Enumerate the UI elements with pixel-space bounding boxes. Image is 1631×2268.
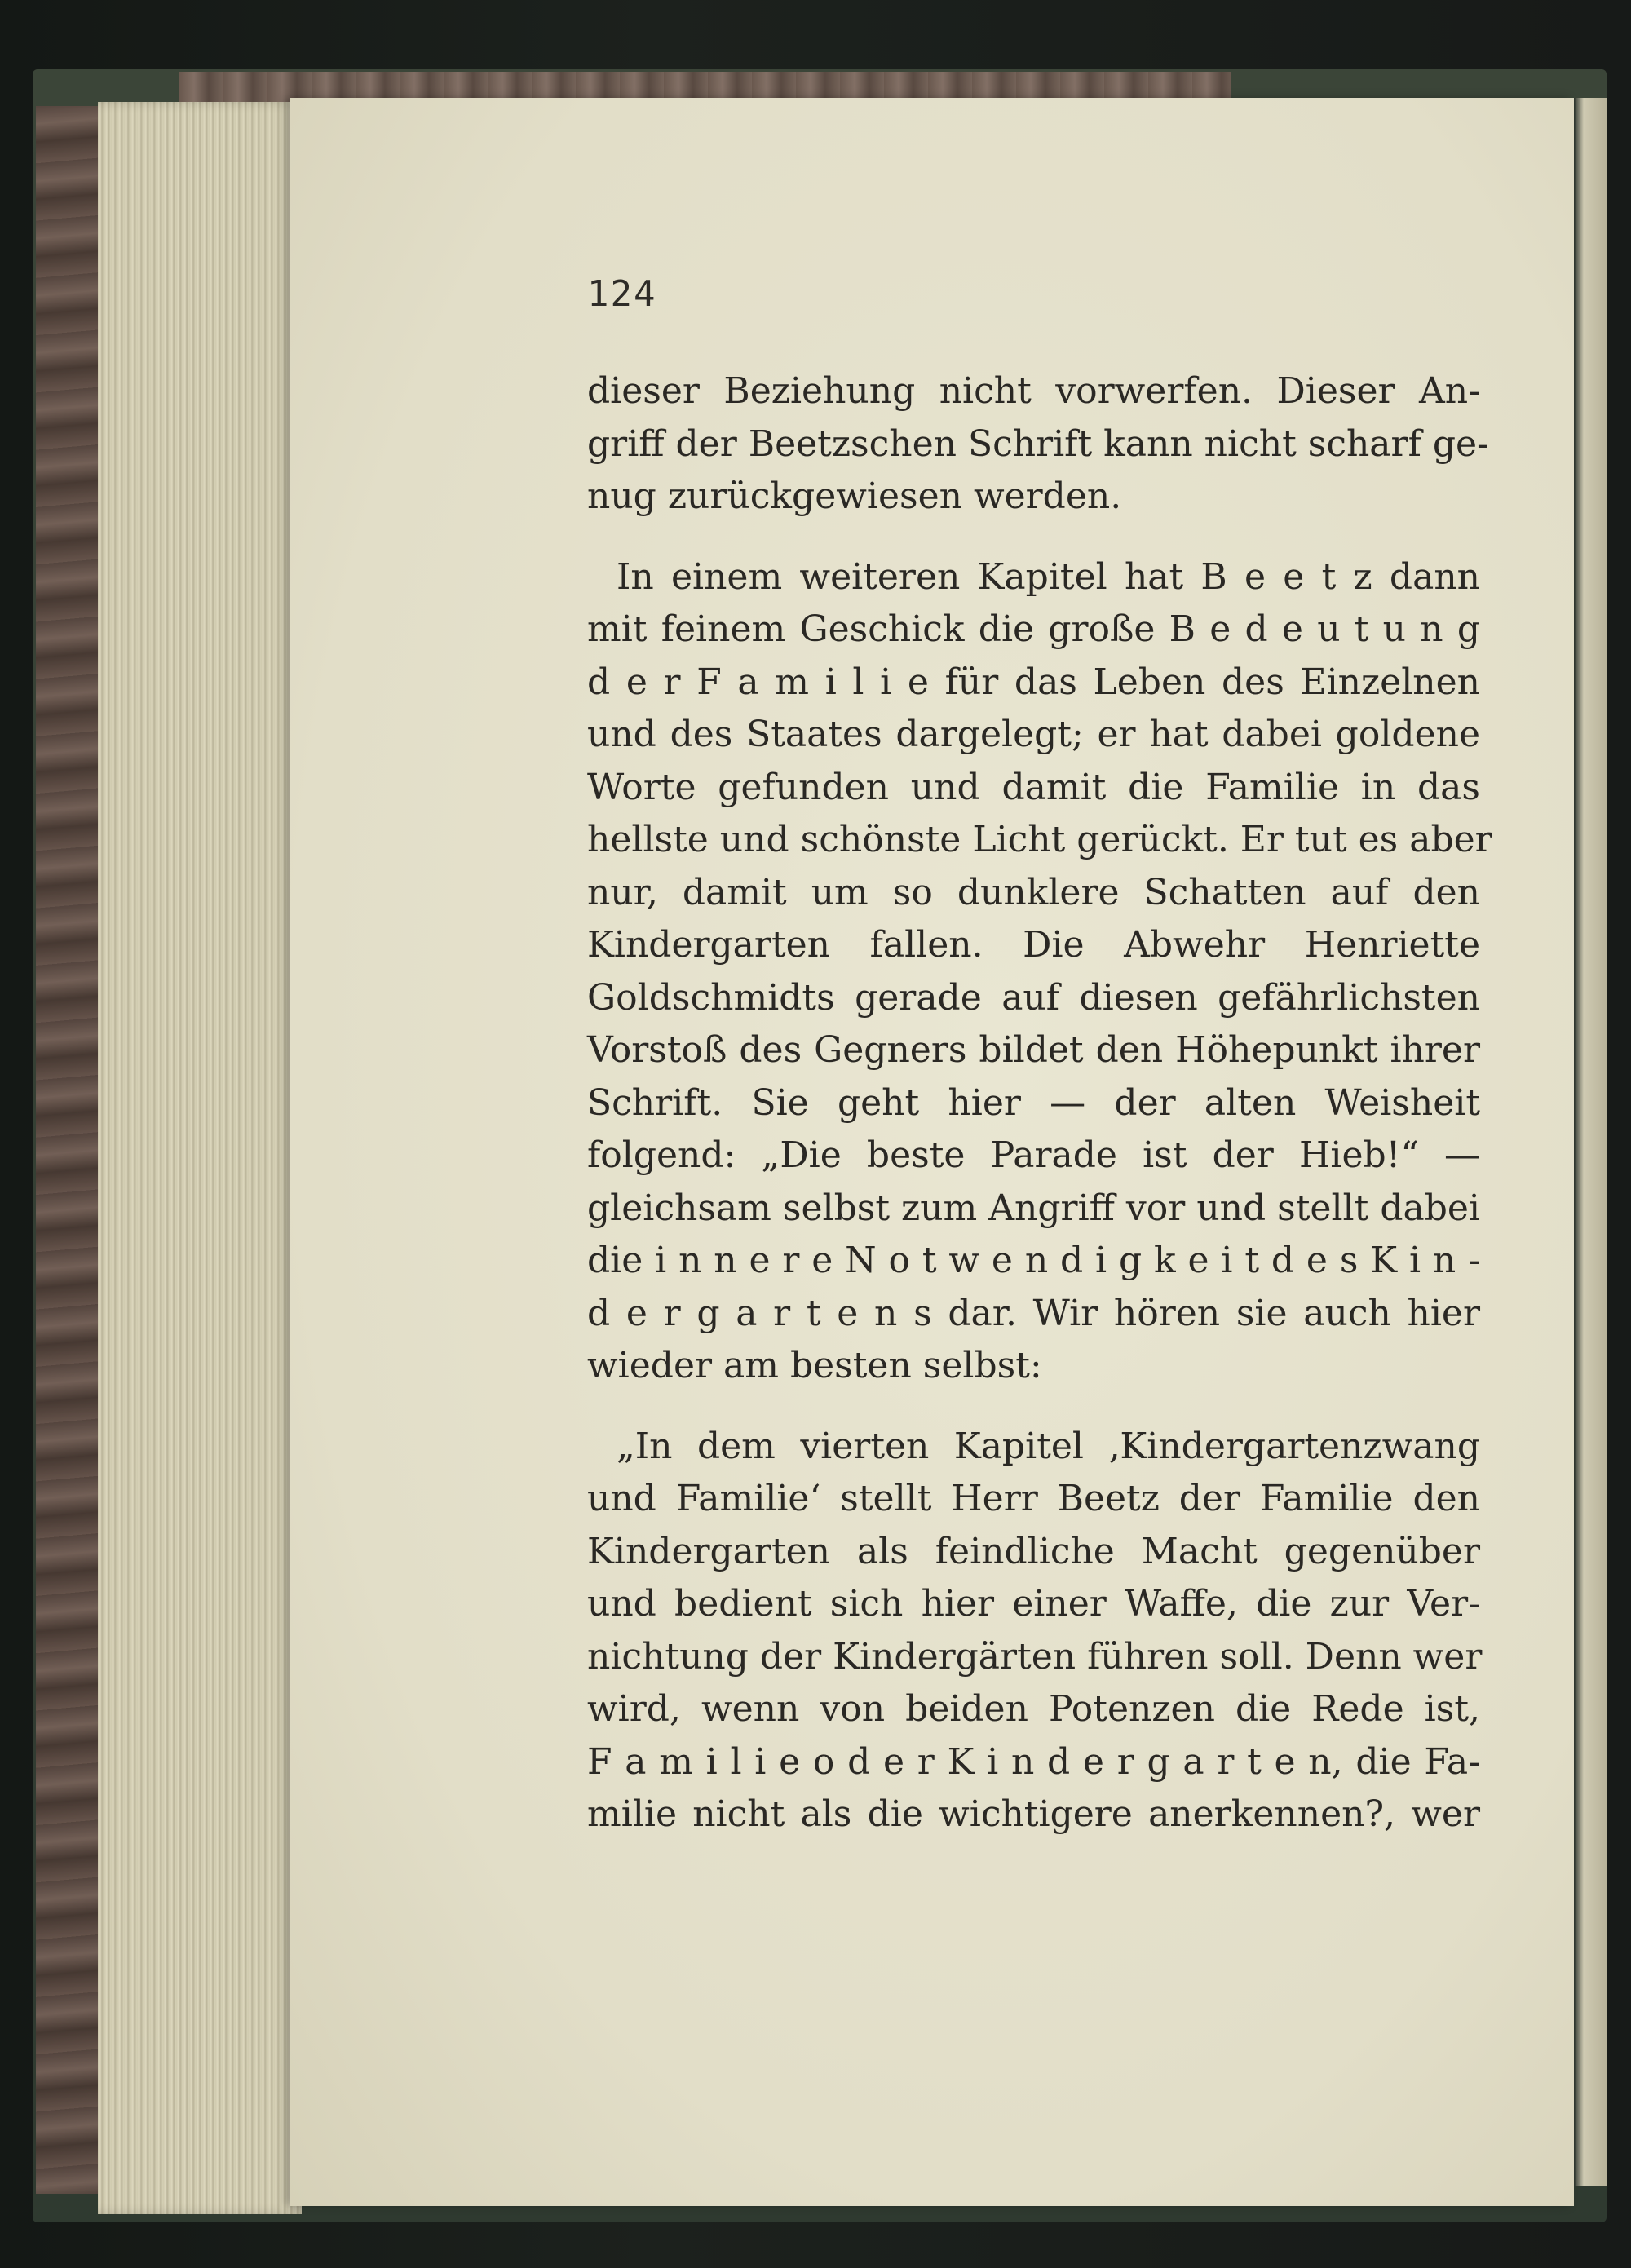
text-line: milie nicht als die wichtigere anerkennen?, wer [587, 1793, 1480, 1835]
text-line: wird, wenn von beiden Potenzen die Rede ist, [587, 1688, 1480, 1730]
text-line: nur, damit um so dunklere Schatten auf den [587, 871, 1480, 913]
text-line: Kindergarten fallen. Die Abwehr Henriette [587, 924, 1480, 966]
text-line: d e r F a m i l i e für das Leben des Einzelnen [587, 661, 1480, 703]
next-page-edge [1574, 98, 1607, 2186]
text-line: nichtung der Kindergärten führen soll. Denn wer [587, 1635, 1483, 1678]
paragraph [587, 365, 1489, 524]
body-text [587, 365, 1492, 1841]
text-line: dieser Beziehung nicht vorwerfen. Dieser An- [587, 370, 1480, 412]
page-number: 124 [587, 273, 657, 315]
text-line: Worte gefunden und damit die Familie in das [587, 766, 1480, 808]
text-line: hellste und schönste Licht gerückt. Er tut es aber [587, 819, 1492, 860]
text-line: Goldschmidts gerade auf diesen gefährlichsten [587, 976, 1480, 1019]
page-edges [98, 102, 302, 2214]
text-line: Vorstoß des Gegners bildet den Höhepunkt ihrer [587, 1029, 1480, 1071]
text-line: Kindergarten als feindliche Macht gegenüber [587, 1530, 1480, 1572]
text-line: mit feinem Geschick die große B e d e u t u n g [587, 608, 1480, 650]
text-line: nug zurückgewiesen werden. [587, 475, 1122, 517]
text-line: d e r g a r t e n s dar. Wir hören sie auch hier [587, 1292, 1480, 1334]
text-line: und des Staates dargelegt; er hat dabei goldene [587, 714, 1480, 755]
text-line: In einem weiteren Kapitel hat B e e t z dann [617, 555, 1480, 598]
text-line: griff der Beetzschen Schrift kann nicht scharf ge- [587, 422, 1489, 465]
text-line: F a m i l i e o d e r K i n d e r g a r t e n, die Fa- [587, 1740, 1480, 1783]
text-line: „In dem vierten Kapitel ‚Kindergartenzwang [617, 1425, 1480, 1467]
text-line: gleichsam selbst zum Angriff vor und stellt dabei [587, 1187, 1480, 1229]
text-line: und Familie‘ stellt Herr Beetz der Familie den [587, 1478, 1480, 1519]
text-line: folgend: „Die beste Parade ist der Hieb!“ — [587, 1134, 1480, 1176]
paragraph [587, 551, 1492, 1393]
text-line: Schrift. Sie geht hier — der alten Weisheit [587, 1081, 1480, 1124]
paragraph [587, 1421, 1483, 1841]
text-line: wieder am besten selbst: [587, 1345, 1042, 1386]
text-line: und bedient sich hier einer Waffe, die zur Ver- [587, 1583, 1480, 1625]
text-line: die i n n e r e N o t w e n d i g k e i t d e s K i n - [587, 1240, 1480, 1281]
